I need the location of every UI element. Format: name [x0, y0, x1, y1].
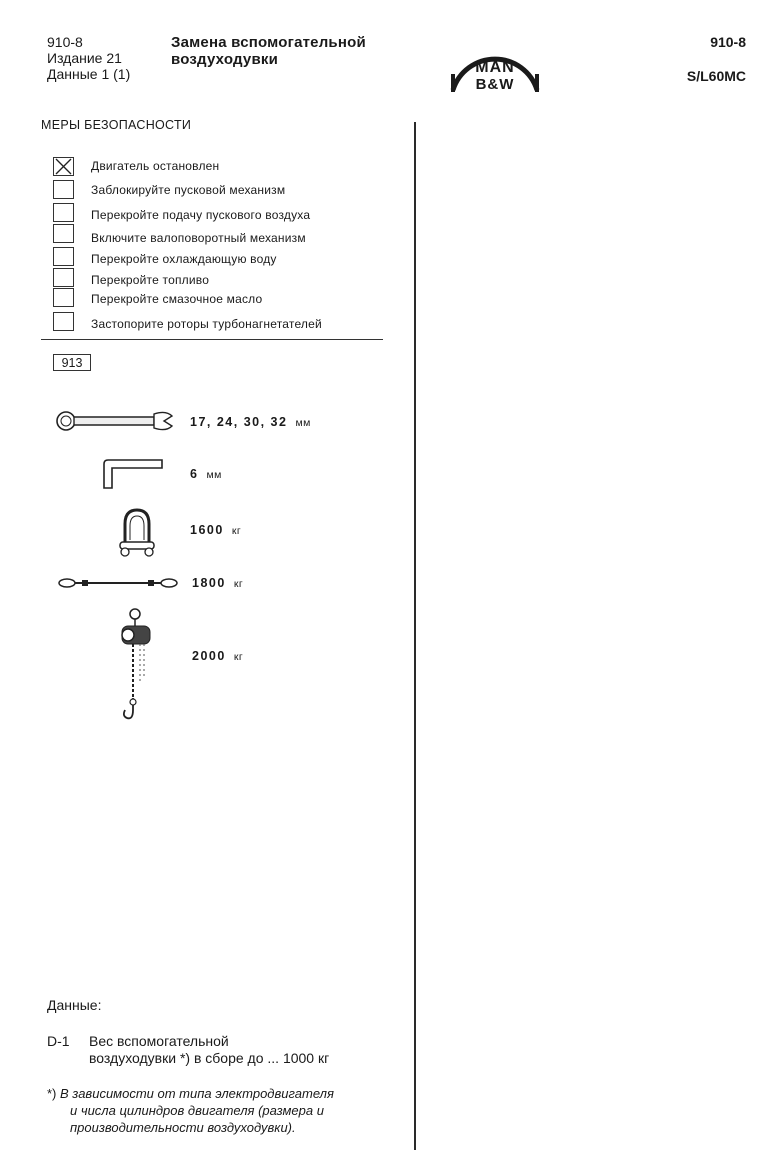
edition: Издание 21	[47, 50, 122, 66]
hex-key-icon	[100, 456, 168, 492]
logo-text-man: MAN	[475, 59, 515, 76]
wrench-sizes	[190, 415, 311, 429]
shackle-icon	[118, 506, 156, 560]
hex-key-size	[190, 467, 222, 481]
data-sheet: Данные 1 (1)	[47, 66, 131, 82]
data-line-1: Вес вспомогательной	[89, 1033, 229, 1049]
check-x-icon	[54, 158, 73, 175]
checkbox-cooling-water[interactable]	[53, 247, 74, 266]
engine-type: S/L60MC	[686, 68, 746, 84]
checkbox-turbocharger[interactable]	[53, 312, 74, 331]
wrench-unit: мм	[295, 417, 311, 429]
shackle-value: 1600	[190, 523, 224, 537]
hoist-value: 2000	[192, 649, 226, 663]
data-heading: Данные:	[47, 997, 102, 1013]
checkbox-turning-gear[interactable]	[53, 224, 74, 243]
man-bw-logo	[443, 34, 547, 94]
section-divider	[41, 339, 383, 340]
sling-capacity	[192, 576, 243, 590]
logo-text-bw: B&W	[475, 76, 515, 93]
safety-title: МЕРЫ БЕЗОПАСНОСТИ	[41, 118, 192, 132]
title-line-2: воздуходувки	[171, 51, 279, 68]
footnote-line-3: производительности воздуходувки).	[70, 1120, 296, 1135]
footnote-mark: *)	[47, 1086, 57, 1101]
wire-sling-icon	[58, 576, 178, 590]
reference-box: 913	[53, 354, 91, 371]
checkbox-lock-starting[interactable]	[53, 180, 74, 199]
safety-item-label: Перекройте подачу пускового воздуха	[91, 208, 311, 222]
title-line-1: Замена вспомогательной	[171, 34, 366, 51]
shackle-unit: кг	[231, 525, 242, 537]
safety-item-label: Включите валоповоротный механизм	[91, 231, 306, 245]
checkbox-engine-stopped[interactable]	[53, 157, 74, 176]
sling-value: 1800	[192, 576, 226, 590]
sling-unit: кг	[233, 578, 244, 590]
safety-item-label: Перекройте топливо	[91, 273, 210, 287]
hoist-capacity	[192, 649, 243, 663]
page-title	[171, 34, 366, 68]
hex-key-value: 6	[190, 467, 199, 481]
data-line-2: воздуходувки *) в сборе до ... 1000 кг	[89, 1050, 330, 1066]
header-doc-info	[47, 34, 130, 82]
right-doc-number: 910-8	[710, 34, 746, 50]
safety-item-label: Застопорите роторы турбонагнетателей	[91, 317, 322, 331]
doc-number: 910-8	[47, 34, 83, 50]
checkbox-start-air[interactable]	[53, 203, 74, 222]
shackle-capacity	[190, 523, 241, 537]
safety-item-label: Заблокируйте пусковой механизм	[91, 183, 286, 197]
hex-key-unit: мм	[206, 469, 222, 481]
safety-item-label: Перекройте смазочное масло	[91, 292, 263, 306]
chain-hoist-icon	[114, 606, 156, 728]
hoist-unit: кг	[233, 651, 244, 663]
checkbox-lube-oil[interactable]	[53, 288, 74, 307]
footnote-line-2: и числа цилиндров двигателя (размера и	[70, 1103, 324, 1118]
safety-item-label: Двигатель остановлен	[91, 159, 220, 173]
column-divider	[414, 122, 416, 1150]
checkbox-fuel[interactable]	[53, 268, 74, 287]
footnote-line-1: В зависимости от типа электродвигателя	[60, 1086, 334, 1101]
data-code: D-1	[47, 1033, 70, 1049]
wrench-value: 17, 24, 30, 32	[190, 415, 288, 429]
footnote	[47, 1085, 334, 1136]
safety-item-label: Перекройте охлаждающую воду	[91, 252, 277, 266]
wrench-icon	[54, 408, 176, 434]
